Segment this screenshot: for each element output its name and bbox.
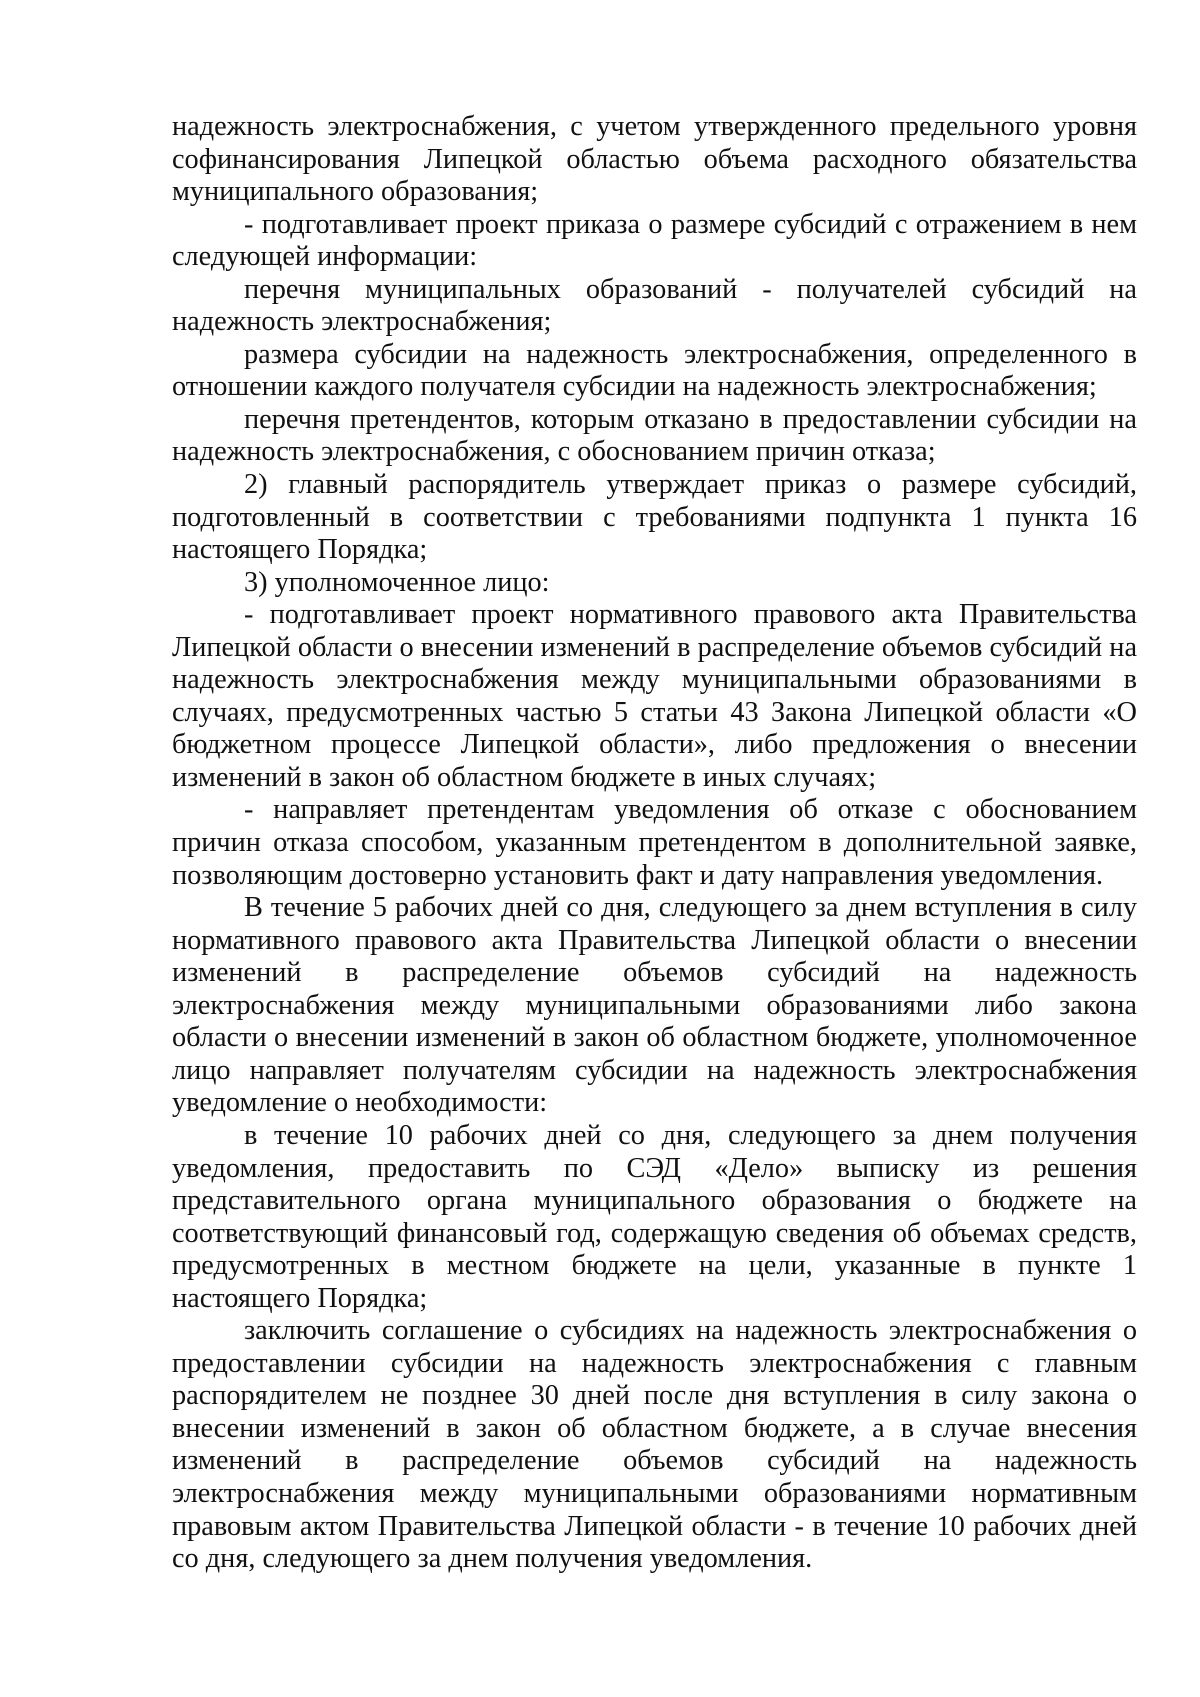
paragraph-continuation: надежность электроснабжения, с учетом утвержденного предельного уровня софинансирования Липецкой областью объема расходного обязательства муниципального образования; [172, 111, 1137, 208]
paragraph-send-refusal: - направляет претендентам уведомления об отказе с обоснованием причин отказа способом, указанным претендентом в дополнительной заявке, позволяющим достоверно установить факт и дату направления уведомления. [172, 794, 1137, 891]
paragraph-prepare-order: - подготавливает проект приказа о размере субсидий с отражением в нем следующей информации: [172, 208, 1137, 273]
paragraph-list-refused: перечня претендентов, которым отказано в предоставлении субсидии на надежность электроснабжения, с обоснованием причин отказа; [172, 403, 1137, 468]
document-body [172, 111, 1137, 1576]
paragraph-within-5-days: В течение 5 рабочих дней со дня, следующего за днем вступления в силу нормативного правового акта Правительства Липецкой области о внесении изменений в распределение объемов субсидий на надежность электроснабжения между муниципальными образованиями либо закона области о внесении изменений в закон об областном бюджете, уполномоченное лицо направляет получателям субсидии на надежность электроснабжения уведомление о необходимости: [172, 892, 1137, 1119]
paragraph-conclude-agreement: заключить соглашение о субсидиях на надежность электроснабжения о предоставлении субсидии на надежность электроснабжения с главным распорядителем не позднее 30 дней после дня вступления в силу закона о внесении изменений в закон об областном бюджете, а в случае внесения изменений в распределение объемов субсидий на надежность электроснабжения между муниципальными образованиями нормативным правовым актом Правительства Липецкой области - в течение 10 рабочих дней со дня, следующего за днем получения уведомления. [172, 1315, 1137, 1575]
paragraph-subsidy-size: размера субсидии на надежность электроснабжения, определенного в отношении каждого получателя субсидии на надежность электроснабжения; [172, 338, 1137, 403]
paragraph-list-recipients: перечня муниципальных образований - получателей субсидий на надежность электроснабжения; [172, 273, 1137, 338]
paragraph-within-10-days: в течение 10 рабочих дней со дня, следующего за днем получения уведомления, предоставить по СЭД «Дело» выписку из решения представительного органа муниципального образования о бюджете на соответствующий финансовый год, содержащую сведения об объемах средств, предусмотренных в местном бюджете на цели, указанные в пункте 1 настоящего Порядка; [172, 1119, 1137, 1314]
paragraph-prepare-act: - подготавливает проект нормативного правового акта Правительства Липецкой области о внесении изменений в распределение объемов субсидий на надежность электроснабжения между муниципальными образованиями в случаях, предусмотренных частью 5 статьи 43 Закона Липецкой области «О бюджетном процессе Липецкой области», либо предложения о внесении изменений в закон об областном бюджете в иных случаях; [172, 599, 1137, 793]
paragraph-item-2: 2) главный распорядитель утверждает приказ о размере субсидий, подготовленный в соответствии с требованиями подпункта 1 пункта 16 настоящего Порядка; [172, 469, 1137, 566]
paragraph-item-3: 3) уполномоченное лицо: [244, 566, 550, 598]
